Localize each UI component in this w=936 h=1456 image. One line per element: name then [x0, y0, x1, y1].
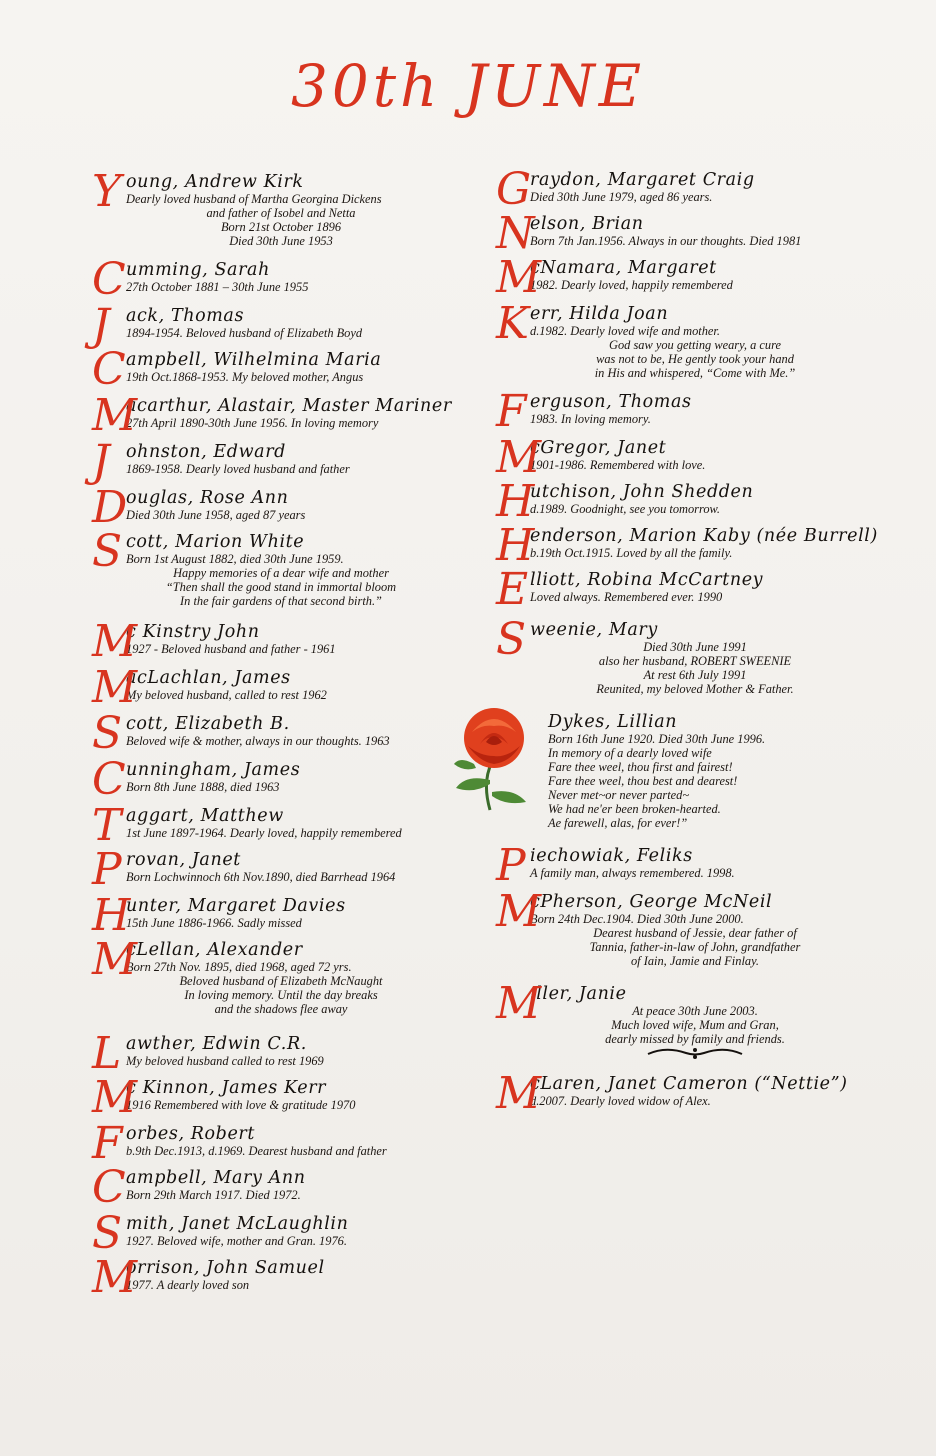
drop-capital: J	[92, 300, 110, 351]
drop-capital: M	[496, 886, 542, 937]
entry-name: orbes, Robert	[126, 1124, 256, 1144]
entry-name: cott, Marion White	[126, 532, 305, 552]
drop-capital: T	[92, 800, 122, 851]
memorial-entry	[92, 890, 462, 941]
memorial-entry	[92, 1072, 462, 1123]
drop-capital: P	[92, 844, 122, 895]
entry-text: 1916 Remembered with love & gratitude 1970	[126, 1098, 356, 1112]
entry-text: Ae farewell, alas, for ever!”	[548, 816, 688, 830]
entry-text: 27th October 1881 – 30th June 1955	[126, 280, 309, 294]
entry-text: My beloved husband, called to rest 1962	[126, 688, 327, 702]
entry-text: Dearest husband of Jessie, dear father of	[593, 926, 797, 940]
entry-name: ack, Thomas	[126, 306, 245, 326]
drop-capital: S	[92, 708, 123, 759]
drop-capital: M	[496, 432, 542, 483]
memorial-entry	[92, 254, 462, 305]
entry-text: b.9th Dec.1913, d.1969. Dearest husband and father	[126, 1144, 387, 1158]
entry-text: Born 1st August 1882, died 30th June 1959.	[126, 552, 344, 566]
entry-name: iechowiak, Feliks	[530, 846, 693, 866]
rose-icon	[452, 702, 534, 812]
memorial-entry	[92, 844, 462, 895]
entry-text: and the shadows flee away	[214, 1002, 348, 1016]
entry-text: At rest 6th July 1991	[643, 668, 747, 682]
entry-text: Born 24th Dec.1904. Died 30th June 2000.	[530, 912, 744, 926]
flourish-ornament	[646, 1046, 744, 1060]
memorial-entry	[496, 208, 886, 259]
memorial-entry	[92, 616, 462, 667]
entry-name: awther, Edwin C.R.	[126, 1034, 307, 1054]
entry-text: 1894-1954. Beloved husband of Elizabeth Boyd	[126, 326, 363, 340]
memorial-entry	[92, 166, 462, 248]
entry-text: We had ne'er been broken-hearted.	[548, 802, 721, 816]
drop-capital: Y	[92, 166, 122, 217]
entry-text: 1927 - Beloved husband and father - 1961	[126, 642, 336, 656]
drop-capital: F	[92, 1118, 123, 1169]
entry-text: d.1989. Goodnight, see you tomorrow.	[530, 502, 720, 516]
entry-text: in His and whispered, “Come with Me.”	[594, 366, 796, 380]
memorial-entry	[92, 300, 462, 351]
entry-text: In loving memory. Until the day breaks	[184, 988, 378, 1002]
memorial-entry	[496, 614, 886, 696]
drop-capital: M	[496, 252, 542, 303]
entry-text: “Then shall the good stand in immortal bloom	[165, 580, 397, 594]
drop-capital: K	[496, 298, 529, 349]
entry-name: unter, Margaret Davies	[126, 896, 346, 916]
drop-capital: E	[496, 564, 529, 615]
drop-capital: S	[92, 1208, 123, 1259]
entry-text: 19th Oct.1868-1953. My beloved mother, Angus	[126, 370, 364, 384]
entry-text: also her husband, ROBERT SWEENIE	[598, 654, 792, 668]
entry-text: dearly missed by family and friends.	[605, 1032, 785, 1046]
entry-text: Born 21st October 1896	[220, 220, 342, 234]
entry-text: 1869-1958. Dearly loved husband and father	[126, 462, 350, 476]
entry-name: iller, Janie	[530, 984, 627, 1004]
entry-name: ampbell, Mary Ann	[126, 1168, 306, 1188]
page-title: 30th JUNE	[290, 52, 646, 120]
entry-name: lliott, Robina McCartney	[530, 570, 764, 590]
entry-name: ampbell, Wilhelmina Maria	[126, 350, 382, 370]
entry-name: weenie, Mary	[530, 620, 658, 640]
entry-text: Born 8th June 1888, died 1963	[126, 780, 280, 794]
memorial-entry	[496, 840, 886, 891]
entry-name: oung, Andrew Kirk	[126, 172, 304, 192]
drop-capital: S	[496, 614, 527, 665]
entry-text: Beloved wife & mother, always in our thoughts. 1963	[126, 734, 390, 748]
entry-name: unningham, James	[126, 760, 301, 780]
entry-name: cott, Elizabeth B.	[126, 714, 290, 734]
entry-name: aggart, Matthew	[126, 806, 284, 826]
drop-capital: M	[92, 934, 138, 985]
memorial-entry	[92, 1028, 462, 1079]
drop-capital: N	[496, 208, 535, 259]
entry-name: cLellan, Alexander	[126, 940, 303, 960]
entry-name: cLaren, Janet Cameron (“Nettie”)	[530, 1074, 848, 1094]
entry-name: erguson, Thomas	[530, 392, 692, 412]
drop-capital: L	[92, 1028, 122, 1079]
drop-capital: M	[92, 662, 138, 713]
memorial-entry	[496, 564, 886, 615]
memorial-entry	[496, 298, 886, 380]
entry-name: raydon, Margaret Craig	[530, 170, 755, 190]
drop-capital: D	[92, 482, 128, 533]
memorial-entry	[496, 432, 886, 483]
entry-text: b.19th Oct.1915. Loved by all the family.	[530, 546, 733, 560]
memorial-entry	[92, 344, 462, 395]
memorial-entry	[92, 800, 462, 851]
entry-text: Beloved husband of Elizabeth McNaught	[179, 974, 383, 988]
entry-name: ouglas, Rose Ann	[126, 488, 289, 508]
entry-text: Fare thee weel, thou best and dearest!	[548, 774, 738, 788]
entry-text: Dearly loved husband of Martha Georgina Dickens	[126, 192, 382, 206]
entry-name: orrison, John Samuel	[126, 1258, 325, 1278]
entry-text: Never met~or never parted~	[548, 788, 690, 802]
drop-capital: M	[92, 1072, 138, 1123]
entry-text: 1st June 1897-1964. Dearly loved, happily remembered	[126, 826, 402, 840]
drop-capital: M	[92, 616, 138, 667]
memorial-entry	[92, 1118, 462, 1169]
memorial-entry	[496, 886, 886, 968]
drop-capital: C	[92, 1162, 126, 1213]
entry-name: cPherson, George McNeil	[530, 892, 773, 912]
entry-name: elson, Brian	[530, 214, 644, 234]
memorial-entry	[92, 436, 462, 487]
memorial-entry	[92, 390, 462, 441]
drop-capital: C	[92, 754, 126, 805]
drop-capital: M	[496, 1068, 542, 1119]
entry-text: 1901-1986. Remembered with love.	[530, 458, 706, 472]
entry-name: cGregor, Janet	[530, 438, 667, 458]
entry-text: Loved always. Remembered ever. 1990	[530, 590, 723, 604]
memorial-entry	[496, 978, 886, 1046]
entry-text: Born 29th March 1917. Died 1972.	[126, 1188, 301, 1202]
entry-text: God saw you getting weary, a cure	[609, 338, 781, 352]
memorial-entry	[92, 1252, 462, 1303]
memorial-entry	[496, 476, 886, 527]
entry-text: Much loved wife, Mum and Gran,	[611, 1018, 779, 1032]
entry-text: My beloved husband called to rest 1969	[126, 1054, 324, 1068]
entry-name: acLachlan, James	[126, 668, 291, 688]
memorial-entry	[496, 1068, 886, 1119]
memorial-entry	[496, 164, 886, 215]
entry-name: acarthur, Alastair, Master Mariner	[126, 396, 452, 416]
entry-text: Died 30th June 1991	[643, 640, 747, 654]
entry-name: err, Hilda Joan	[530, 304, 669, 324]
entry-text: 1982. Dearly loved, happily remembered	[530, 278, 733, 292]
entry-text: 1977. A dearly loved son	[126, 1278, 250, 1292]
drop-capital: M	[92, 390, 138, 441]
entry-text: 15th June 1886-1966. Sadly missed	[126, 916, 302, 930]
entry-name: rovan, Janet	[126, 850, 241, 870]
entry-text: Died 30th June 1979, aged 86 years.	[530, 190, 713, 204]
entry-text: Born 16th June 1920. Died 30th June 1996.	[548, 732, 766, 746]
memorial-entry	[496, 252, 886, 303]
entry-name: mith, Janet McLaughlin	[126, 1214, 349, 1234]
memorial-entry	[92, 754, 462, 805]
memorial-entry	[92, 526, 462, 608]
entry-name: enderson, Marion Kaby (née Burrell)	[530, 526, 878, 546]
drop-capital: P	[496, 840, 526, 891]
entry-text: 1983. In loving memory.	[530, 412, 651, 426]
drop-capital: F	[496, 386, 527, 437]
entry-text: Born 7th Jan.1956. Always in our thoughts. Died 1981	[530, 234, 802, 248]
entry-name: umming, Sarah	[126, 260, 270, 280]
memorial-entry	[92, 1208, 462, 1259]
drop-capital: M	[496, 978, 542, 1029]
entry-text: Reunited, my beloved Mother & Father.	[596, 682, 794, 696]
entry-text: Fare thee weel, thou first and fairest!	[548, 760, 733, 774]
entry-text: In the fair gardens of that second birth.”	[180, 594, 382, 608]
drop-capital: M	[92, 1252, 138, 1303]
entry-name: cNamara, Margaret	[530, 258, 717, 278]
entry-name: utchison, John Shedden	[530, 482, 754, 502]
entry-name: c Kinstry John	[126, 622, 260, 642]
drop-capital: G	[496, 164, 532, 215]
entry-text: Died 30th June 1953	[229, 234, 333, 248]
drop-capital: S	[92, 526, 123, 577]
entry-text: Born Lochwinnoch 6th Nov.1890, died Barrhead 1964	[126, 870, 396, 884]
entry-text: and father of Isobel and Netta	[206, 206, 356, 220]
entry-text: Tannia, father-in-law of John, grandfather	[589, 940, 801, 954]
entry-text: d.1982. Dearly loved wife and mother.	[530, 324, 720, 338]
entry-text: 27th April 1890-30th June 1956. In loving memory	[126, 416, 379, 430]
memorial-entry	[92, 482, 462, 533]
memorial-entry	[92, 934, 462, 1016]
memorial-entry	[496, 386, 886, 437]
entry-text: Died 30th June 1958, aged 87 years	[126, 508, 306, 522]
entry-name: c Kinnon, James Kerr	[126, 1078, 327, 1098]
drop-capital: C	[92, 254, 126, 305]
memorial-entry	[92, 1162, 462, 1213]
memorial-entry	[496, 520, 886, 571]
entry-text: was not to be, He gently took your hand	[596, 352, 794, 366]
drop-capital: H	[92, 890, 131, 941]
entry-text: Born 27th Nov. 1895, died 1968, aged 72 yrs.	[126, 960, 352, 974]
entry-text: 1927. Beloved wife, mother and Gran. 1976.	[126, 1234, 347, 1248]
entry-text: A family man, always remembered. 1998.	[530, 866, 735, 880]
memorial-entry	[92, 708, 462, 759]
entry-name: ohnston, Edward	[126, 442, 286, 462]
drop-capital: J	[92, 436, 110, 487]
memorial-entry	[496, 712, 886, 830]
entry-text: In memory of a dearly loved wife	[548, 746, 712, 760]
drop-capital: C	[92, 344, 126, 395]
entry-text: of Iain, Jamie and Finlay.	[630, 954, 759, 968]
drop-capital: H	[496, 520, 535, 571]
memorial-entry	[92, 662, 462, 713]
drop-capital: H	[496, 476, 535, 527]
entry-text: d.2007. Dearly loved widow of Alex.	[530, 1094, 711, 1108]
entry-text: At peace 30th June 2003.	[632, 1004, 758, 1018]
entry-text: Happy memories of a dear wife and mother	[173, 566, 389, 580]
entry-name: Dykes, Lillian	[548, 712, 678, 732]
